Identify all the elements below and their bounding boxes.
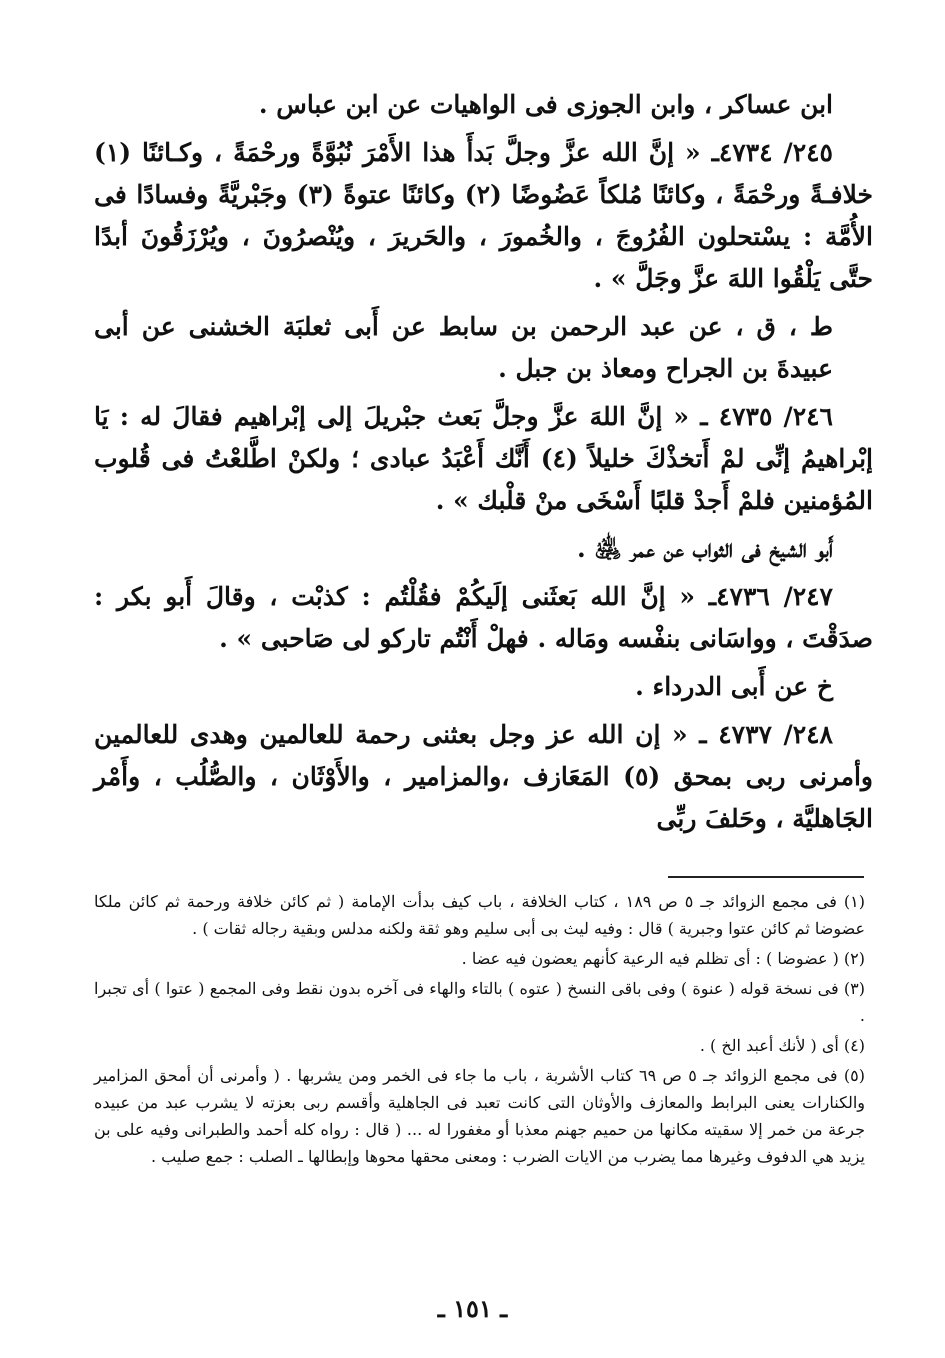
hadith-245: ٢٤٥/ ٤٧٣٤ـ « إنَّ الله عزَّ وجلَّ بَدأَ هذا الأَمْرَ نُبُوَّةً ورحْمَةً ، وكـائنًا (١) خلافـةً ورحْمَةً ، وكائنًا مُلكاً عَضُوضًا (٢) وكائنًا عتوةً (٣) وجَبْريَّةً وفسادًا فى الأُمَّة : يسْتحلون الفُرُوجَ ، والخُمورَ ، والحَريرَ ، ويُنْصرُونَ ، ويُرْزَقُونَ أبدًا حتَّى يَلْقُوا اللهَ عزَّ وجَلَّ » . xyxy=(94,138,873,293)
hadith-246: ٢٤٦/ ٤٧٣٥ ـ « إنَّ اللهَ عزَّ وجلَّ بَعث جبْريلَ إلى إبْراهيم فقالَ له : يَا إبْراهيمُ إنِّى لمْ أَتخذْكَ خليلاً (٤) أَنَّك أَعْبَدُ عبادى ؛ ولكنْ اطَّلعْتُ فى قُلوب المُؤمنين فلمْ أَجدْ قلبًا أَسْخَى منْ قلْبك » . xyxy=(94,402,873,515)
source-line: ط ، ق ، عن عبد الرحمن بن سابط عن أَبى ثعلبَة الخشنى عن أبى عبيدةَ بن الجراح ومعاذ بن جبل . xyxy=(94,312,833,383)
footnote-4: (٤) أى ( لأنك أعبد الخ ) . xyxy=(699,1036,865,1055)
source-line: ابن عساكر ، وابن الجوزى فى الواهيات عن ابن عباس . xyxy=(258,90,833,119)
hadith-247: ٢٤٧/ ٤٧٣٦ـ « إنَّ الله بَعثَنى إلَيكُمْ فقُلْتُم : كذبْت ، وقالَ أَبو بكر : صدَقْتَ ، وواسَانى بنفْسه ومَاله . فهلْ أَنْتُم تاركو لى صَاحبى » . xyxy=(94,582,873,653)
source-line: أَبو الشيخ فى الثواب عن عمر ﵁ . xyxy=(576,534,833,563)
footnote-1: (١) فى مجمع الزوائد جـ ٥ ص ١٨٩ ، كتاب الخلافة ، باب كيف بدأت الإمامة ( ثم كائن خلافة ورحمة ثم كائن ملكا عضوضا ثم كائن عتوا وجبرية ) قال : وفيه ليث بى أبى سليم وهو ثقة ولكنه مدلس وبقية رجاله ثقات ) . xyxy=(94,892,865,938)
footnote-separator xyxy=(668,876,864,878)
footnote-5: (٥) فى مجمع الزوائد جـ ٥ ص ٦٩ كتاب الأشربة ، باب ما جاء فى الخمر ومن يشربها . ( وأمرنى أن أمحق المزامير والكنارات يعنى البرابط والمعازف والأوثان التى كانت تعبد فى الجاهلية وأقسم ربى بعزته لا يشرب عبد من عبيده جرعة من خمر إلا سقيته مكانها من حميم جهنم معذبا أو مغفورا له ... ( قال : رواه كله أحمد والطبرانى وفيه على بن يزيد هي الدفوف وغيرها مما يضرب من الايات الضرب : ومعنى محقها محوها وإبطالها ـ الصلب : جمع صليب . xyxy=(94,1066,866,1166)
main-text xyxy=(94,84,873,846)
footnote-2: (٢) ( عضوضا ) : أى تظلم فيه الرعية كأنهم يعضون فيه عضا . xyxy=(461,949,865,968)
footnotes xyxy=(94,888,865,1173)
hadith-248: ٢٤٨/ ٤٧٣٧ ـ « إن الله عز وجل بعثنى رحمة للعالمين وهدى للعالمين وأمرنى ربى بمحق (٥) المَعَازف ،والمزامير ، والأَوْثَان ، والصُّلُب ، وأَمْر الجَاهليَّة ، وحَلفَ ربِّى xyxy=(94,720,873,833)
source-line: خ عن أَبى الدرداء . xyxy=(635,672,833,701)
page-number: ـ ١٥١ ـ xyxy=(437,1294,508,1323)
footnote-3: (٣) فى نسخة قوله ( عنوة ) وفى باقى النسخ ( عتوه ) بالتاء والهاء فى آخره بدون نقط وفى المجمع ( عتوا ) أى تجبرا . xyxy=(94,979,865,1025)
